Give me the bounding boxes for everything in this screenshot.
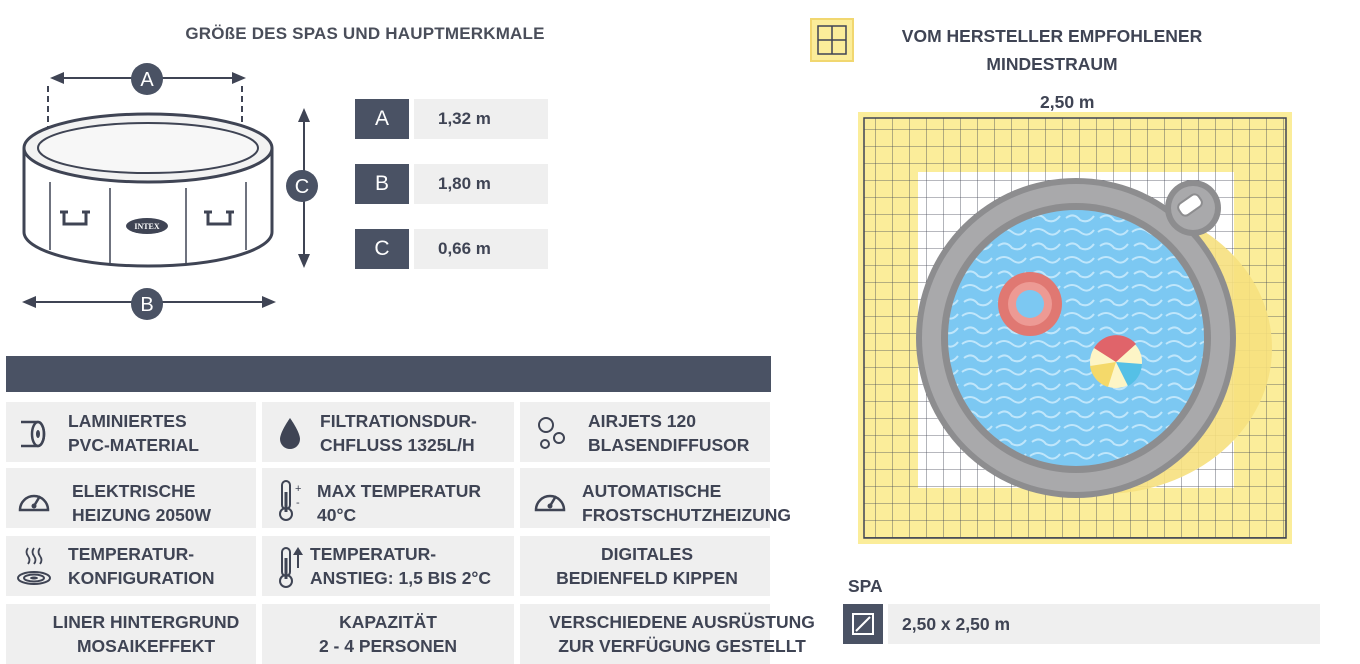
feature-text-equipment: VERSCHIEDENE AUSRÜSTUNG ZUR VERFÜGUNG GESTELLT bbox=[549, 612, 815, 656]
feature-cell-heater bbox=[6, 468, 256, 528]
minimum-space-legend-text: VOM HERSTELLER EMPFOHLENER MINDESTRAUM bbox=[901, 26, 1203, 74]
feature-cell-temp-rise bbox=[262, 536, 514, 596]
feature-cell-max-temp bbox=[262, 468, 514, 528]
feature-cell-airjets bbox=[520, 402, 770, 462]
dimension-b-value: 1,80 m bbox=[414, 164, 548, 204]
feature-text-filtration: FILTRATIONSDUR- CHFLUSS 1325L/H bbox=[320, 411, 477, 455]
roll-icon bbox=[16, 416, 50, 450]
spa-size-icon bbox=[843, 604, 883, 644]
bubbles-icon bbox=[534, 414, 568, 452]
spa-size-value: 2,50 x 2,50 m bbox=[888, 604, 1320, 644]
gauge-icon bbox=[16, 484, 52, 514]
thermometer-icon bbox=[276, 478, 306, 522]
feature-cell-capacity bbox=[262, 604, 514, 664]
thermometer-up-icon bbox=[276, 544, 306, 590]
feature-text-liner: LINER HINTERGRUND MOSAIKEFFEKT bbox=[52, 612, 240, 656]
feature-cell-control-panel bbox=[520, 536, 770, 596]
spa-label: SPA bbox=[848, 576, 883, 596]
heat-waves-icon bbox=[14, 544, 54, 588]
feature-cell-temp-config bbox=[6, 536, 256, 596]
feature-text-temp-config: TEMPERATUR- KONFIGURATION bbox=[68, 544, 215, 588]
svg-text:-: - bbox=[296, 497, 300, 509]
feature-cell-frost bbox=[520, 468, 792, 528]
feature-text-frost: AUTOMATISCHE FROSTSCHUTZHEIZUNG bbox=[582, 481, 792, 525]
minimum-space-legend-swatch bbox=[810, 18, 854, 62]
svg-text:INTEX: INTEX bbox=[134, 222, 160, 231]
dimension-b-letter: B bbox=[355, 164, 409, 204]
feature-text-temp-rise: TEMPERATUR- ANSTIEG: 1,5 BIS 2°C bbox=[310, 544, 492, 588]
dimension-a-value: 1,32 m bbox=[414, 99, 548, 139]
dimension-c-value: 0,66 m bbox=[414, 229, 548, 269]
water-drop-icon bbox=[276, 416, 304, 452]
badge-c-label: C bbox=[294, 176, 310, 198]
svg-text:+: + bbox=[295, 483, 302, 495]
feature-text-airjets: AIRJETS 120 BLASENDIFFUSOR bbox=[588, 411, 750, 455]
feature-cell-liner bbox=[6, 604, 256, 664]
spa-dimension-diagram bbox=[14, 52, 334, 332]
floor-plan-width-label: 2,50 m bbox=[1040, 92, 1095, 112]
dimension-c-letter: C bbox=[355, 229, 409, 269]
gauge-icon bbox=[532, 484, 568, 514]
floor-plan bbox=[858, 112, 1292, 544]
spa-water bbox=[948, 210, 1204, 466]
feature-text-pvc: LAMINIERTES PVC-MATERIAL bbox=[68, 411, 199, 455]
feature-text-heater: ELEKTRISCHE HEIZUNG 2050W bbox=[72, 481, 212, 525]
feature-text-capacity: KAPAZITÄT 2 - 4 PERSONEN bbox=[318, 612, 458, 656]
feature-cell-equipment bbox=[520, 604, 815, 664]
page-title: GRÖßE DES SPAS UND HAUPTMERKMALE bbox=[185, 24, 545, 43]
badge-b-label: B bbox=[140, 294, 154, 316]
feature-text-max-temp: MAX TEMPERATUR 40°C bbox=[317, 481, 481, 525]
feature-cell-pvc bbox=[6, 402, 256, 462]
feature-cell-filtration bbox=[262, 402, 514, 462]
badge-a-label: A bbox=[140, 69, 154, 91]
feature-text-control-panel: DIGITALES BEDIENFELD KIPPEN bbox=[556, 544, 738, 588]
features-header-bar bbox=[6, 356, 771, 392]
dimension-a-letter: A bbox=[355, 99, 409, 139]
